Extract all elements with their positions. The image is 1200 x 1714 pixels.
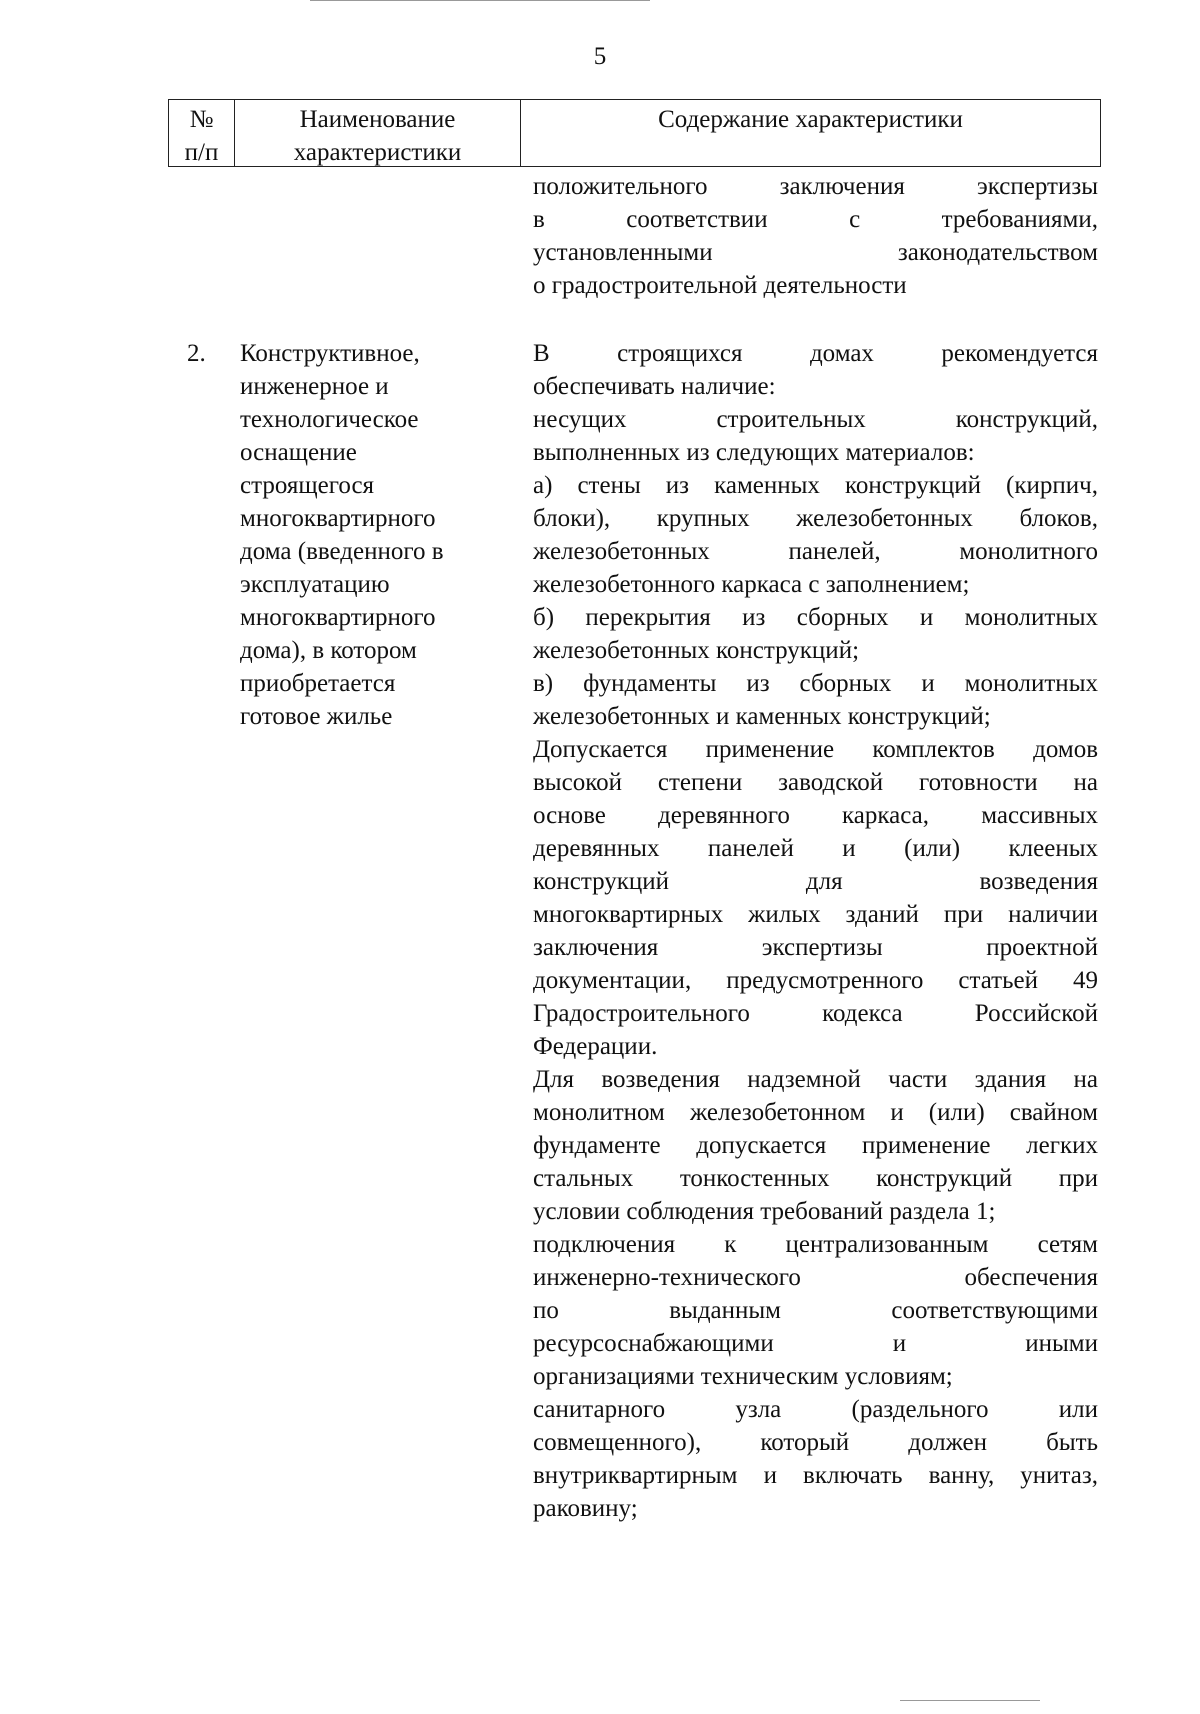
name-line: строящегося (240, 472, 375, 499)
continuation-line: установленными законодательством (533, 239, 1098, 266)
name-line: дома), в котором (240, 637, 417, 664)
content-line: фундаменте допускается применение легких (533, 1132, 1098, 1159)
content-line: монолитном железобетонном и (или) свайном (533, 1099, 1098, 1126)
content-line: высокой степени заводской готовности на (533, 769, 1098, 796)
content-line: санитарного узла (раздельного или (533, 1396, 1098, 1423)
scan-edge-mark (900, 1700, 1040, 1701)
header-name-line: характеристики (293, 139, 462, 166)
table-header (168, 99, 1101, 167)
content-line: основе деревянного каркаса, массивных (533, 802, 1098, 829)
content-line: конструкций для возведения (533, 868, 1098, 895)
name-line: оснащение (240, 439, 357, 466)
content-line: деревянных панелей и (или) клееных (533, 835, 1098, 862)
content-line: инженерно-технического обеспечения (533, 1264, 1098, 1291)
name-line: готовое жилье (240, 703, 393, 730)
content-line: условии соблюдения требований раздела 1; (533, 1198, 996, 1225)
content-line: железобетонных конструкций; (533, 637, 860, 664)
header-number-line: № (189, 106, 214, 133)
content-line: организациями техническим условиям; (533, 1363, 953, 1390)
name-line: многоквартирного (240, 604, 436, 631)
continuation-text (533, 170, 1098, 302)
content-line: документации, предусмотренного статьей 49 (533, 967, 1098, 994)
content-line: Допускается применение комплектов домов (533, 736, 1098, 763)
content-line: раковину; (533, 1495, 638, 1522)
content-line: стальных тонкостенных конструкций при (533, 1165, 1098, 1192)
row-2-characteristic-content (533, 337, 1098, 1525)
header-name-line: Наименование (299, 106, 456, 133)
content-line: В строящихся домах рекомендуется (533, 340, 1098, 367)
content-line: железобетонных и каменных конструкций; (533, 703, 991, 730)
continuation-line: в соответствии с требованиями, (533, 206, 1098, 233)
content-line: совмещенного), который должен быть (533, 1429, 1098, 1456)
name-line: многоквартирного (240, 505, 436, 532)
content-line: в) фундаменты из сборных и монолитных (533, 670, 1098, 697)
content-line: железобетонного каркаса с заполнением; (533, 571, 970, 598)
content-line: ресурсоснабжающими и иными (533, 1330, 1098, 1357)
continuation-line: положительного заключения экспертизы (533, 173, 1098, 200)
header-content-column (521, 100, 1100, 166)
content-line: Для возведения надземной части здания на (533, 1066, 1098, 1093)
content-line: многоквартирных жилых зданий при наличии (533, 901, 1098, 928)
content-line: а) стены из каменных конструкций (кирпич, (533, 472, 1098, 499)
content-line: по выданным соответствующими (533, 1297, 1098, 1324)
header-content-line: Содержание характеристики (658, 106, 963, 133)
name-line: приобретается (240, 670, 396, 697)
content-line: подключения к централизованным сетям (533, 1231, 1098, 1258)
content-line: обеспечивать наличие: (533, 373, 776, 400)
content-line: заключения экспертизы проектной (533, 934, 1098, 961)
content-line: выполненных из следующих материалов: (533, 439, 975, 466)
header-name-column (235, 100, 521, 166)
scan-edge-mark (310, 0, 650, 1)
content-line: несущих строительных конструкций, (533, 406, 1098, 433)
content-line: железобетонных панелей, монолитного (533, 538, 1098, 565)
name-line: дома (введенного в (240, 538, 444, 565)
name-line: Конструктивное, (240, 340, 420, 367)
name-line: инженерное и (240, 373, 389, 400)
continuation-line: о градостроительной деятельности (533, 272, 907, 299)
row-2-characteristic-name (240, 337, 510, 733)
content-line: внутриквартирным и включать ванну, унитаз, (533, 1462, 1098, 1489)
name-line: технологическое (240, 406, 419, 433)
content-line: блоки), крупных железобетонных блоков, (533, 505, 1098, 532)
header-number-line: п/п (184, 139, 219, 166)
name-line: эксплуатацию (240, 571, 390, 598)
row-2-number: 2. (187, 340, 206, 367)
page-number: 5 (593, 43, 607, 70)
header-number-column (169, 100, 235, 166)
content-line: Градостроительного кодекса Российской (533, 1000, 1098, 1027)
content-line: б) перекрытия из сборных и монолитных (533, 604, 1098, 631)
content-line: Федерации. (533, 1033, 658, 1060)
